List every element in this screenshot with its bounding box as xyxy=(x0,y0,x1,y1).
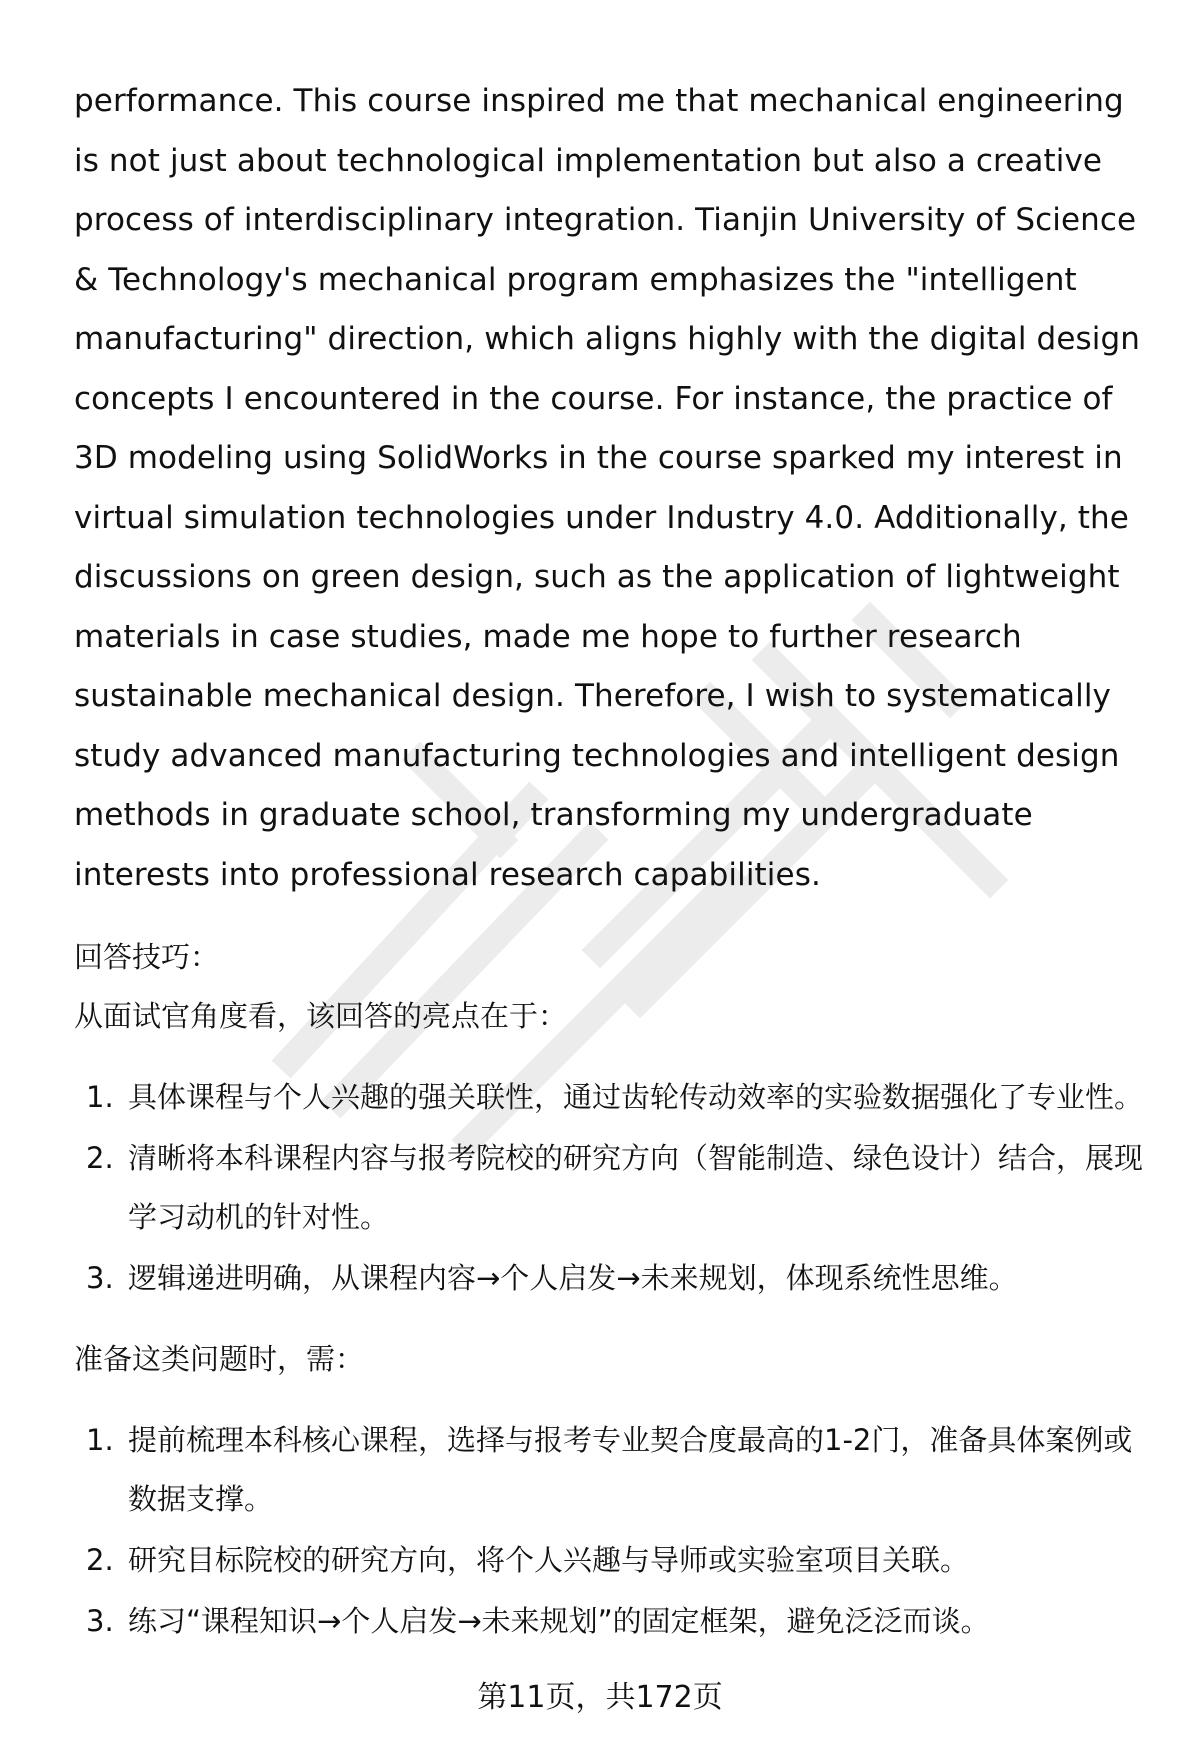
list-number: 2. xyxy=(86,1141,114,1175)
page-number-footer: 第11页，共172页 xyxy=(477,1680,723,1715)
list-item-text: 练习“课程知识→个人启发→未来规划”的固定框架，避免泛泛而谈。 xyxy=(128,1604,990,1638)
highlights-list xyxy=(74,1068,1144,1308)
tips-intro: 从面试官角度看，该回答的亮点在于： xyxy=(74,999,568,1033)
list-item-text: 研究目标院校的研究方向，将个人兴趣与导师或实验室项目关联。 xyxy=(128,1543,970,1577)
list-item xyxy=(74,1068,1144,1127)
list-item xyxy=(74,1249,1144,1308)
prep-heading: 准备这类问题时，需： xyxy=(74,1342,365,1376)
list-item-text: 具体课程与个人兴趣的强关联性，通过齿轮传动效率的实验数据强化了专业性。 xyxy=(128,1080,1144,1114)
list-item-text: 逻辑递进明确，从课程内容→个人启发→未来规划，体现系统性思维。 xyxy=(128,1261,1018,1295)
list-number: 1. xyxy=(86,1080,114,1114)
list-item xyxy=(74,1411,1144,1529)
list-number: 3. xyxy=(86,1604,114,1638)
list-number: 2. xyxy=(86,1543,114,1577)
prep-list xyxy=(74,1411,1144,1651)
content-area xyxy=(74,72,1144,1653)
list-item xyxy=(74,1129,1144,1247)
list-number: 3. xyxy=(86,1261,114,1295)
list-item-text: 清晰将本科课程内容与报考院校的研究方向（智能制造、绿色设计）结合，展现学习动机的针对性。 xyxy=(128,1141,1144,1234)
body-paragraph: performance. This course inspired me that mechanical engineering is not just about technological implementation but also a creative process of interdisciplinary integration. Tianjin University of Science & Technology's mechanical program emphasizes the "intelligent manufacturing" direction, which aligns highly with the digital design concepts I encountered in the course. For instance, the practice of 3D modeling using SolidWorks in the course sparked my interest in virtual simulation technologies under Industry 4.0. Additionally, the discussions on green design, such as the application of lightweight materials in case studies, made me hope to further research sustainable mechanical design. Therefore, I wish to systematically study advanced manufacturing technologies and intelligent design methods in graduate school, transforming my undergraduate interests into professional research capabilities. xyxy=(74,83,1141,893)
list-item xyxy=(74,1592,1144,1651)
list-number: 1. xyxy=(86,1423,114,1457)
tips-heading: 回答技巧： xyxy=(74,940,220,974)
list-item xyxy=(74,1531,1144,1590)
list-item-text: 提前梳理本科核心课程，选择与报考专业契合度最高的1-2门，准备具体案例或数据支撑。 xyxy=(128,1423,1133,1516)
